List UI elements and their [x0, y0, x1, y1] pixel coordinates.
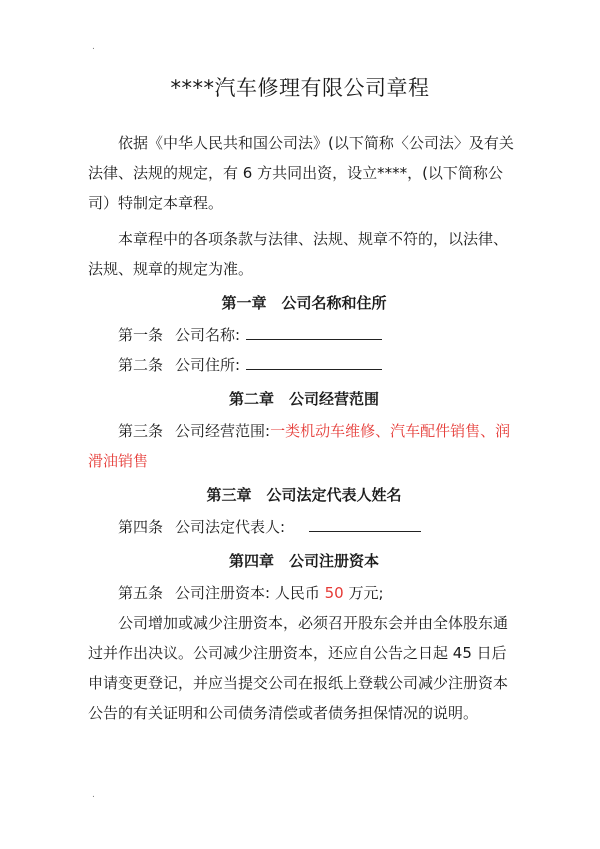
article-4-number: 第四条	[118, 518, 164, 536]
legal-representative-blank	[309, 515, 421, 532]
intro-paragraph-1: 依据《中华人民共和国公司法》(以下简称〈公司法〉及有关法律、法规的规定，有 6 方共同出资，设立****，(以下简称公司）特制定本章程。	[88, 134, 514, 212]
capital-change-paragraph: 公司增加或减少注册资本，必须召开股东会并由全体股东通过并作出决议。公司减少注册资本，还应自公告之日起 45 日后申请变更登记，并应当提交公司在报纸上登载公司减少注册资本公告的有关证明和公司债务清偿或者债务担保情况的说明。	[88, 614, 509, 722]
article-3-number: 第三条	[118, 422, 164, 440]
article-3-label: 公司经营范围:	[175, 422, 271, 440]
article-5-number: 第五条	[118, 584, 164, 602]
article-4	[88, 512, 520, 542]
registered-capital-unit: 万元;	[348, 584, 384, 602]
document-body	[88, 128, 520, 728]
article-4-label: 公司法定代表人:	[175, 518, 286, 536]
article-1	[88, 320, 520, 350]
article-1-label: 公司名称:	[175, 326, 241, 344]
corner-mark-top: .	[92, 42, 95, 52]
company-address-blank	[246, 353, 382, 370]
chapter-4-heading: 第四章 公司注册资本	[228, 552, 379, 570]
article-3	[88, 416, 520, 476]
document-title: ****汽车修理有限公司章程	[170, 76, 430, 100]
article-5-label: 公司注册资本: 人民币	[175, 584, 320, 602]
article-2	[88, 350, 520, 380]
chapter-2-heading: 第二章 公司经营范围	[228, 390, 379, 408]
chapter-1-heading: 第一章 公司名称和住所	[221, 294, 387, 312]
intro-paragraph-2: 本章程中的各项条款与法律、法规、规章不符的，以法律、法规、规章的规定为准。	[88, 230, 509, 278]
registered-capital-amount: 50	[324, 584, 344, 602]
article-2-label: 公司住所:	[175, 356, 241, 374]
article-2-number: 第二条	[118, 356, 164, 374]
article-1-number: 第一条	[118, 326, 164, 344]
article-5	[88, 578, 520, 608]
chapter-3-heading: 第三章 公司法定代表人姓名	[206, 486, 402, 504]
company-name-blank	[246, 323, 382, 340]
business-scope-value: 一类机动车维修、汽车配件销售、润滑油销售	[88, 422, 511, 470]
corner-mark-bottom: .	[92, 790, 95, 800]
